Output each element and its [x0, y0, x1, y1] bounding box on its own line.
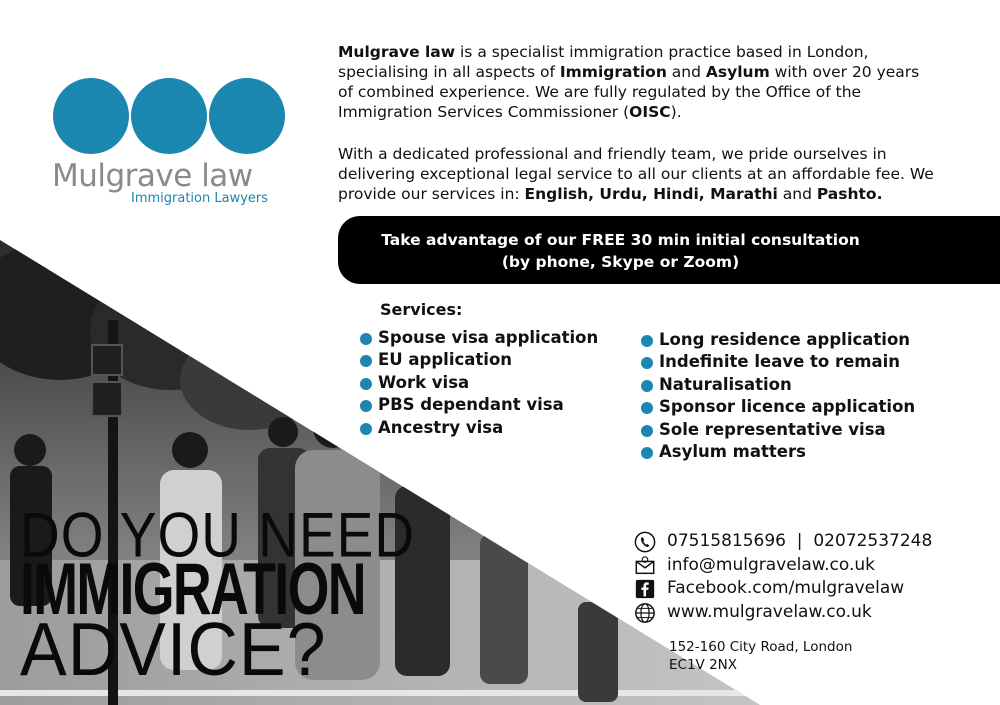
- contact-facebook-text[interactable]: Facebook.com/mulgravelaw: [667, 578, 905, 598]
- intro-paragraph-1: [338, 42, 938, 122]
- consultation-banner: [338, 216, 1000, 284]
- text-run: and: [777, 185, 817, 203]
- bullet-dot-icon: [360, 333, 372, 345]
- service-item: [360, 372, 598, 394]
- service-label: Asylum matters: [659, 441, 806, 461]
- headline-line-3: ADVICE?: [20, 607, 327, 692]
- service-item: [641, 374, 915, 396]
- bullet-dot-icon: [360, 378, 372, 390]
- service-label: Work visa: [378, 372, 470, 392]
- service-label: Spouse visa application: [378, 328, 599, 347]
- text-run: and: [666, 63, 706, 81]
- contact-details: [634, 530, 932, 624]
- service-item: [641, 329, 915, 351]
- address-line-2: EC1V 2NX: [669, 657, 738, 673]
- service-item: [641, 419, 915, 441]
- logo-tagline: Immigration Lawyers: [131, 191, 269, 206]
- text-run: ).: [670, 103, 682, 121]
- service-item: [641, 396, 915, 418]
- banner-line-2: (by phone, Skype or Zoom): [501, 253, 740, 271]
- text-run: with over 20 years of combined experience. We are fully regulated by the Office of the Immigration Services Commissioner (: [338, 63, 920, 121]
- service-label: Long residence application: [659, 330, 911, 349]
- address-line-1: 152-160 City Road, London: [669, 639, 853, 655]
- bullet-dot-icon: [641, 335, 653, 347]
- logo-circle-left: [53, 78, 129, 154]
- contact-website-text[interactable]: www.mulgravelaw.co.uk: [667, 601, 872, 622]
- service-item: [360, 349, 598, 371]
- contact-phone-text: 07515815696 | 02072537248: [667, 531, 933, 551]
- service-label: Sponsor licence application: [659, 397, 916, 417]
- text-run: Pashto.: [816, 185, 883, 203]
- service-label: EU application: [378, 350, 513, 370]
- service-item: [360, 417, 598, 439]
- service-item: [360, 327, 598, 349]
- bullet-dot-icon: [641, 402, 653, 414]
- bullet-dot-icon: [360, 423, 372, 435]
- bullet-dot-icon: [360, 400, 372, 412]
- headline-line-2: IMMIGRATION: [20, 547, 365, 630]
- intro-paragraph-2: [338, 144, 938, 204]
- services-heading: Services:: [380, 300, 463, 319]
- contact-email-text[interactable]: info@mulgravelaw.co.uk: [667, 554, 876, 575]
- service-label: Naturalisation: [659, 374, 792, 394]
- phone-icon: [634, 531, 656, 553]
- bullet-dot-icon: [360, 355, 372, 367]
- banner-text: [338, 229, 903, 273]
- logo-circle-middle: [131, 78, 207, 154]
- service-item: [360, 394, 598, 416]
- text-run: With a dedicated professional and friendly team, we pride ourselves in delivering exceptional legal service to all our clients at an affordable fee. We provide our services in:: [338, 145, 934, 203]
- bullet-dot-icon: [641, 380, 653, 392]
- services-list-right: [641, 329, 915, 463]
- contact-website: [634, 601, 932, 625]
- service-label: PBS dependant visa: [378, 395, 564, 415]
- logo-name: Mulgrave law: [52, 158, 253, 194]
- text-run: Asylum: [705, 63, 770, 81]
- email-icon: [634, 555, 656, 577]
- contact-phone: [634, 530, 932, 554]
- service-label: Sole representative visa: [659, 419, 886, 439]
- bullet-dot-icon: [641, 425, 653, 437]
- text-run: English, Urdu, Hindi, Marathi: [524, 185, 778, 203]
- globe-icon: [634, 602, 656, 624]
- text-run: Mulgrave law: [338, 43, 456, 61]
- text-run: is a specialist immigration practice based in London, specialising in all aspects of: [338, 43, 869, 81]
- headline-line-1: DO YOU NEED: [20, 499, 416, 571]
- service-label: Indefinite leave to remain: [659, 352, 901, 372]
- text-run: Immigration: [559, 63, 667, 81]
- service-item: [641, 351, 915, 373]
- text-run: OISC: [629, 103, 671, 121]
- service-item: [641, 441, 915, 463]
- office-address: [669, 638, 852, 674]
- service-label: Ancestry visa: [378, 417, 504, 437]
- facebook-icon: [634, 578, 656, 600]
- contact-facebook: [634, 577, 932, 601]
- contact-email: [634, 554, 932, 578]
- services-list-left: [360, 327, 598, 439]
- logo-circle-right: [209, 78, 285, 154]
- bullet-dot-icon: [641, 447, 653, 459]
- bullet-dot-icon: [641, 357, 653, 369]
- banner-line-1: Take advantage of our FREE 30 min initial consultation: [381, 231, 860, 249]
- mulgrave-logo: [50, 78, 290, 208]
